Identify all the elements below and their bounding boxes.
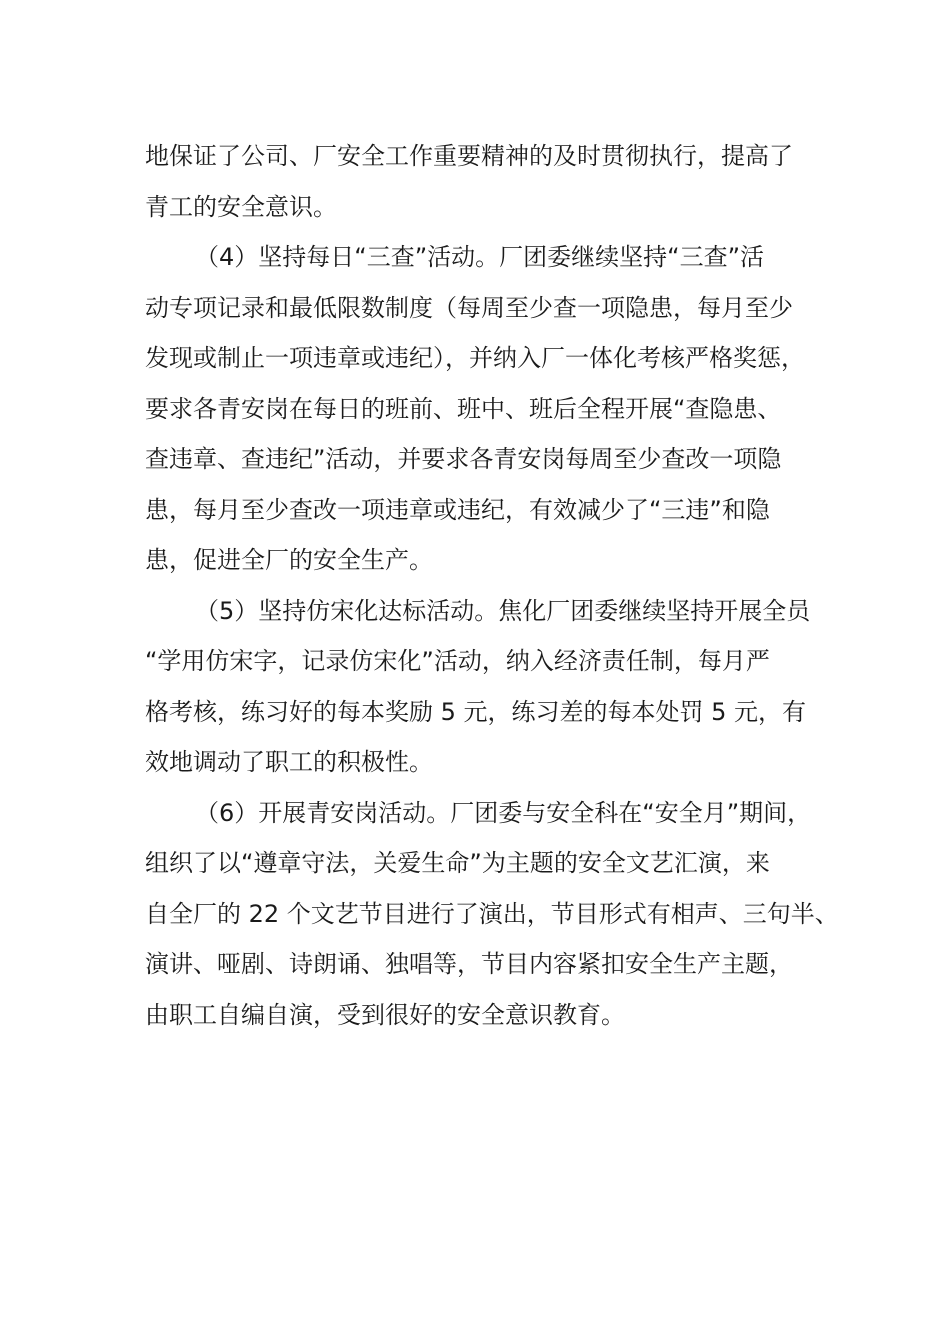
text-line: 演讲、哑剧、诗朗诵、独唱等，节目内容紧扣安全生产主题， [145, 950, 793, 978]
text-line: 动专项记录和最低限数制度（每周至少查一项隐患，每月至少 [145, 293, 793, 322]
text-line: 要求各青安岗在每日的班前、班中、班后全程开展“查隐患、 [145, 394, 782, 423]
text-line: 患，促进全厂的安全生产。 [145, 546, 433, 574]
text-line: “学用仿宋字，记录仿宋化”活动，纳入经济责任制，每月严 [145, 647, 770, 675]
text-line: 发现或制止一项违章或违纪），并纳入厂一体化考核严格奖惩， [145, 344, 805, 372]
text-line: 组织了以“遵章守法，关爱生命”为主题的安全文艺汇演，来 [145, 849, 770, 877]
text-line: 患，每月至少查改一项违章或违纪，有效减少了“三违”和隐 [145, 495, 770, 524]
paragraph-start-line: （5）坚持仿宋化达标活动。焦化厂团委继续坚持开展全员 [195, 596, 811, 625]
text-line: 自全厂的 22 个文艺节目进行了演出，节目形式有相声、三句半、 [145, 899, 839, 928]
paragraph-start-line: （4）坚持每日“三查”活动。厂团委继续坚持“三查”活 [195, 243, 765, 271]
text-line: 格考核，练习好的每本奖励 5 元，练习差的每本处罚 5 元，有 [145, 697, 807, 726]
document-body [145, 131, 839, 1040]
text-line: 效地调动了职工的积极性。 [145, 748, 433, 776]
paragraph-start-line: （6）开展青安岗活动。厂团委与安全科在“安全月”期间， [195, 798, 812, 827]
text-line: 地保证了公司、厂安全工作重要精神的及时贯彻执行，提高了 [145, 142, 793, 170]
text-line: 查违章、查违纪”活动，并要求各青安岗每周至少查改一项隐 [145, 445, 782, 473]
text-line: 由职工自编自演，受到很好的安全意识教育。 [145, 1000, 625, 1029]
text-line: 青工的安全意识。 [145, 192, 337, 221]
